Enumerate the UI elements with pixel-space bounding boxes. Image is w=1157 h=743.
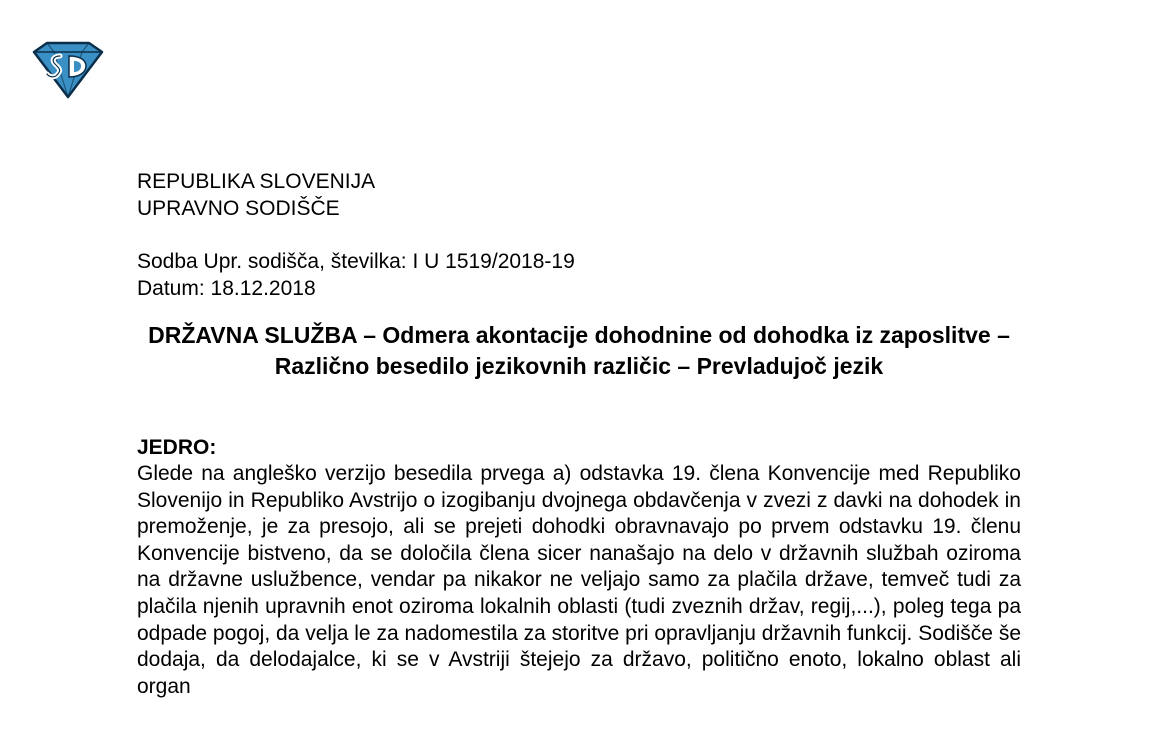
section-label: JEDRO:: [137, 436, 217, 459]
court-logo-icon: [30, 40, 106, 100]
document-body: [137, 168, 1021, 700]
header-court: UPRAVNO SODIŠČE: [137, 197, 340, 220]
header-republic: REPUBLIKA SLOVENIJA: [137, 170, 376, 193]
section-text: Glede na angleško verzijo besedila prvega a) odstavka 19. člena Konvencije med Republiko Slovenijo in Republiko Avstrijo o izogibanju dvojnega obdavčenja v zvezi z davki na dohodek in premoženje, je za presojo, ali se prejeti dohodki obravnavajo po prvem odstavku 19. členu Konvencije bistveno, da se določila člena sicer nanašajo na delo v državnih službah oziroma na državne uslužbence, vendar pa nikakor ne veljajo samo za plačila države, temveč tudi za plačila njenih upravnih enot oziroma lokalnih oblasti (tudi zveznih držav, regij,...), poleg tega pa odpade pogoj, da velja le za nadomestila za storitve pri opravljanju državnih funkcij. Sodišče še dodaja, da delodajalce, ki se v Avstriji štejejo za državo, politično enoto, lokalno oblast ali organ: [137, 462, 1021, 698]
case-number: Sodba Upr. sodišča, številka: I U 1519/2018-19: [137, 250, 575, 273]
document-title: DRŽAVNA SLUŽBA – Odmera akontacije dohodnine od dohodka iz zaposlitve – Različno besedilo jezikovnih različic – Prevladujoč jezik: [148, 322, 1010, 379]
case-date: Datum: 18.12.2018: [137, 277, 316, 300]
